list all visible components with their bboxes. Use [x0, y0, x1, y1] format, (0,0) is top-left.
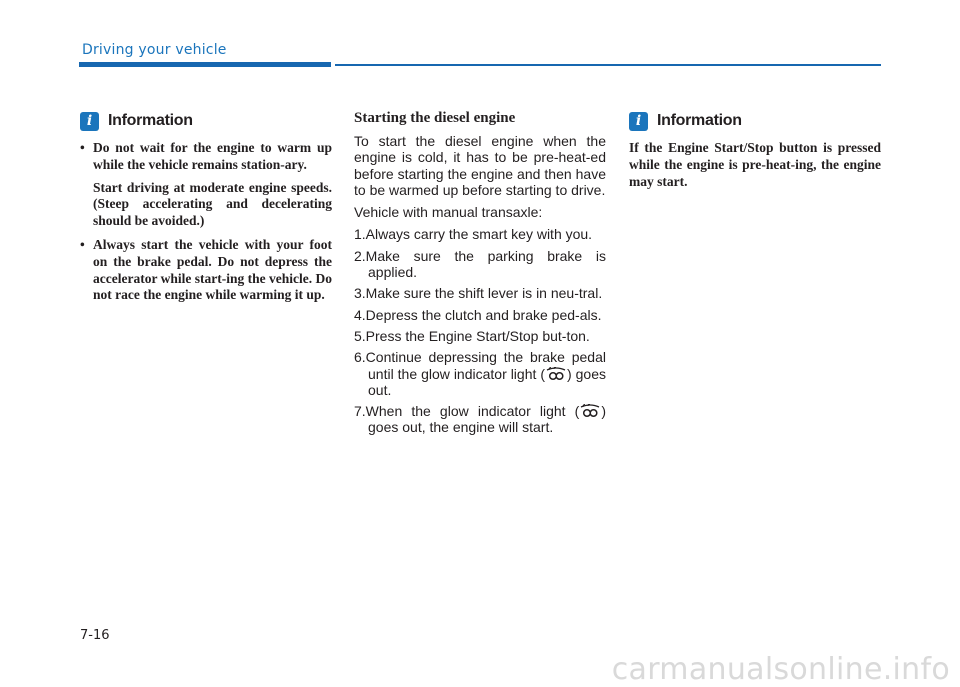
page-number: 7-16 — [80, 628, 110, 643]
section-heading: Starting the diesel engine — [354, 110, 516, 126]
intro-paragraph: To start the diesel engine when the engine is cold, it has to be pre-heat-ed before starting the engine and then have to be warmed up before starting to drive. — [354, 133, 606, 198]
bullet-item — [80, 140, 332, 230]
header-rule-thin — [335, 64, 881, 66]
step-text: ) goes out, the engine will start. — [368, 403, 606, 436]
step-list — [354, 226, 606, 435]
info-header — [629, 108, 881, 134]
info-title: Information — [108, 112, 193, 129]
step-text: 6.Continue depressing the brake pedal until the glow indicator light ( — [354, 349, 606, 382]
glow-indicator-icon — [579, 404, 601, 418]
step-item: 4.Depress the clutch and brake ped-als. — [354, 306, 602, 323]
section-title: Driving your vehicle — [82, 42, 227, 58]
step-item: 1.Always carry the smart key with you. — [354, 226, 593, 243]
watermark: carmanualsonline.info — [611, 652, 950, 687]
step-item: 3.Make sure the shift lever is in neu-tral. — [354, 285, 603, 302]
info-bullet-list — [80, 140, 332, 304]
information-icon: i — [629, 112, 648, 131]
bullet-paragraph: Start driving at moderate engine speeds. (Steep accelerating and decelerating should be avoided.) — [93, 179, 332, 229]
header-rule-thick — [79, 62, 331, 67]
diesel-start-section — [354, 108, 606, 441]
info-title: Information — [657, 112, 742, 129]
step-item — [354, 403, 606, 436]
bullet-item — [80, 237, 332, 304]
step-item: 5.Press the Engine Start/Stop but-ton. — [354, 327, 590, 344]
info-text: If the Engine Start/Stop button is pressed while the engine is pre-heat-ing, the engine may start. — [629, 140, 881, 189]
step-text: 7.When the glow indicator light ( — [354, 403, 580, 420]
information-icon: i — [80, 112, 99, 131]
info-header — [80, 108, 332, 134]
step-item — [354, 349, 606, 398]
right-information-box — [629, 108, 881, 190]
glow-indicator-icon — [545, 367, 567, 381]
vehicle-type-label: Vehicle with manual transaxle: — [354, 204, 543, 221]
bullet-paragraph: • Do not wait for the engine to warm up while the vehicle remains station-ary. — [93, 140, 332, 172]
bullet-paragraph: • Always start the vehicle with your foot on the brake pedal. Do not depress the accelerator while start-ing the vehicle. Do not race the engine while warming it up. — [93, 236, 332, 303]
left-information-box — [80, 108, 332, 311]
step-item: 2.Make sure the parking brake is applied. — [354, 247, 606, 281]
step-text: ) goes out. — [368, 365, 606, 398]
